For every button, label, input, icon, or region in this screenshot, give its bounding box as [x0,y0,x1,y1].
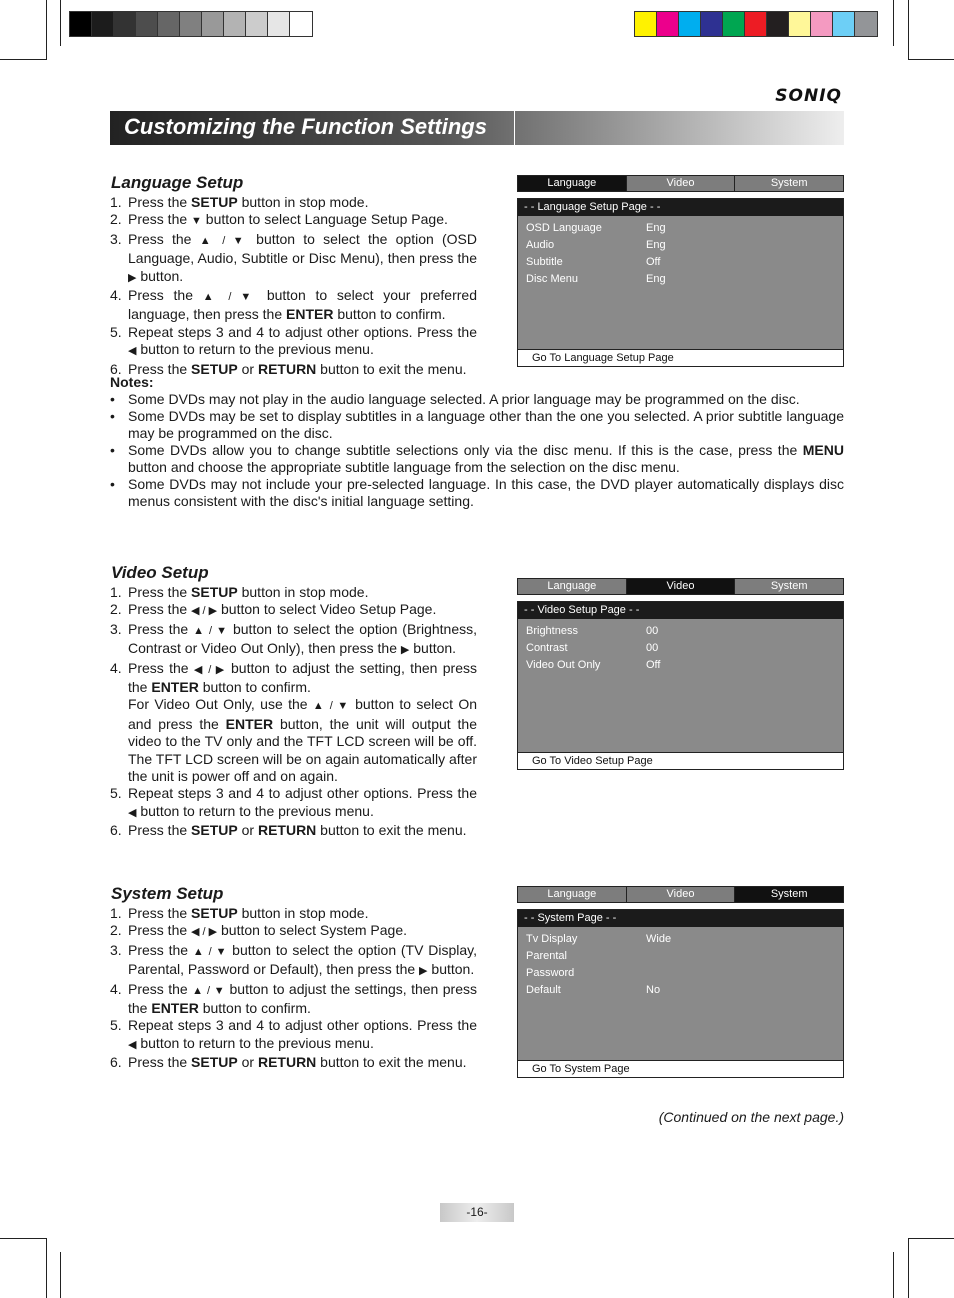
step-number: 2. [110,601,122,618]
step-item [110,287,477,324]
arrow-icon: ▲ / ▼ [199,234,248,247]
step-item [110,785,477,822]
step-number: 1. [110,584,122,600]
crop-mark [893,1252,894,1298]
step-keyword: RETURN [257,1054,317,1071]
menu-option-label: Password [526,967,575,979]
step-text: or [237,822,258,839]
language-setup-heading: Language Setup [111,173,244,192]
color-swatch [657,12,679,36]
crop-mark [0,1238,46,1239]
menu-page-header: - - System Page - - [518,910,843,927]
step-text: Press the [128,194,192,210]
crop-mark [908,1238,954,1239]
step-item [110,981,477,1018]
step-item [110,1054,477,1071]
bullet-icon: • [110,442,115,458]
step-text: button to confirm. [198,679,311,696]
step-item [110,621,477,660]
step-text: button to select Video Setup Page. [217,601,437,618]
step-keyword: SETUP [191,1054,238,1071]
menu-option-value: 00 [646,625,659,637]
step-text: Press the [128,922,192,939]
crop-mark [908,1238,909,1298]
bullet-icon: • [110,408,115,424]
system-steps-list [110,905,477,1072]
grey-swatch [180,12,202,36]
step-text: button in stop mode. [237,584,369,600]
arrow-icon: ◀ [128,345,137,358]
grey-swatch [114,12,136,36]
step-text: Repeat steps 3 and 4 to adjust other options. Press the [128,785,477,802]
menu-tab-video: Video [627,579,736,594]
step-number: 5. [110,323,122,340]
note-item [110,408,844,442]
step-text: or [237,1054,258,1071]
page-number: -16- [440,1203,514,1222]
step-text: Press the [128,601,192,618]
arrow-icon: ▲ / ▼ [202,291,258,304]
menu-option-value: Wide [646,933,672,945]
crop-mark [46,0,47,60]
step-text: button to confirm. [198,1000,311,1017]
step-number: 1. [110,194,122,210]
arrow-icon: ▶ [128,271,137,284]
menu-tab-system: System [770,177,808,189]
note-text: Some DVDs may not play in the audio language selected. A prior language may be programmed on the disc. [128,391,800,407]
step-item [110,905,477,922]
step-text: button to select System Page. [217,922,408,939]
step-item [110,1017,477,1054]
step-number: 5. [110,1017,122,1034]
menu-panel [517,198,844,367]
menu-option-value: Off [646,659,661,671]
step-item [110,601,477,620]
step-number: 1. [110,905,122,921]
arrow-icon: ▶ [400,644,410,657]
step-text: Press the [128,584,192,600]
step-item [110,324,477,361]
menu-option-label: OSD Language [526,222,602,234]
note-text: Some DVDs may be set to display subtitles in a language other than the one you selected. A prior subtitle language may be programmed on the disc. [128,408,844,441]
step-number: 6. [110,360,122,377]
grey-swatch [158,12,180,36]
grey-swatch [202,12,224,36]
page-title-bar [110,111,844,145]
step-text: button. [409,640,457,657]
grey-swatch [290,12,312,36]
step-text: button to return to the previous menu. [136,802,374,819]
grey-swatch [136,12,158,36]
color-swatch [723,12,745,36]
menu-page-header: - - Video Setup Page - - [518,602,843,619]
menu-option-label: Subtitle [526,256,563,268]
bullet-icon: • [110,476,115,492]
step-text: button to select the option (Brightness, Contrast or Video Out Only), then press the [128,620,477,657]
system-setup-menu [517,886,844,1078]
bullet-icon: • [110,391,115,407]
menu-tab-language: Language [518,176,627,191]
video-setup-menu [517,578,844,770]
step-text: Press the [128,905,192,921]
menu-footer: Go To System Page [518,1060,843,1077]
step-item [110,822,477,839]
crop-mark [0,59,46,60]
step-keyword: SETUP [191,905,238,921]
step-text: Repeat steps 3 and 4 to adjust other options. Press the [128,323,477,340]
note-keyword: MENU [802,442,844,458]
menu-tab-system: System [770,580,808,592]
step-text: Press the [128,980,193,997]
step-text: button. [136,267,184,284]
step-text: For Video Out Only, use the [128,696,313,713]
step-text: Press the [128,822,192,839]
arrow-icon: ▲ / ▼ [193,624,229,637]
step-item [110,194,477,211]
arrow-icon: ◀ [128,1038,137,1051]
step-item [110,584,477,601]
menu-option-value: Eng [646,273,666,285]
menu-tab-video: Video [627,176,736,191]
crop-mark [893,0,894,46]
step-text: Repeat steps 3 and 4 to adjust other options. Press the [128,1017,477,1034]
menu-option-label: Video Out Only [526,659,601,671]
note-item [110,391,844,408]
menu-panel [517,601,844,770]
color-swatch [767,12,789,36]
step-text: Press the [128,211,192,228]
color-swatch [811,12,833,36]
menu-option-value: No [646,984,661,996]
step-text: button to exit the menu. [316,822,467,839]
color-swatch [701,12,723,36]
crop-mark [908,59,954,60]
step-number: 2. [110,922,122,939]
menu-footer: Go To Video Setup Page [518,752,843,769]
step-text: Press the [128,659,194,676]
step-text: button to return to the previous menu. [136,341,374,358]
arrow-icon: ▶ [419,965,428,978]
step-text: button to select Language Setup Page. [201,211,448,228]
grey-swatch [268,12,290,36]
color-swatch [635,12,657,36]
step-text: Press the [128,230,200,247]
color-swatch [745,12,767,36]
step-keyword: RETURN [257,360,317,377]
menu-panel [517,909,844,1078]
menu-page-header: - - Language Setup Page - - [518,199,843,216]
step-text: button to select On and press the [128,696,477,732]
step-text: Press the [128,941,193,958]
step-number: 3. [110,230,122,247]
step-text: button to adjust the setting, then press the [128,659,477,696]
menu-body [518,216,843,349]
crop-mark [60,1252,61,1298]
menu-option-label: Audio [526,239,555,251]
menu-tab-video: Video [627,887,736,902]
brand-logo: SONIQ [775,86,842,106]
step-keyword: SETUP [191,584,238,600]
menu-footer: Go To Language Setup Page [518,349,843,366]
step-number: 3. [110,941,122,958]
color-swatch [833,12,855,36]
arrow-icon: ◀ / ▶ [191,605,218,618]
menu-tab-system: System [735,887,843,902]
note-item [110,476,844,510]
page-title: Customizing the Function Settings [124,114,487,139]
menu-option-value: Eng [646,239,666,251]
step-item [110,942,477,981]
step-number: 5. [110,785,122,802]
step-item [110,231,477,287]
arrow-icon: ◀ / ▶ [191,926,218,939]
grey-swatch [70,12,92,36]
step-keyword: ENTER [286,306,334,323]
step-text: button in stop mode. [237,194,369,210]
note-text: Some DVDs may not include your pre-selected language. In this case, the DVD player automatically displays disc menus consistent with the disc's initial language setting. [128,476,844,509]
step-keyword: SETUP [191,194,238,210]
grey-calibration-bar [69,11,313,37]
menu-tabs [517,578,844,595]
step-item [110,211,477,230]
grey-swatch [92,12,114,36]
notes-list [110,391,844,510]
menu-option-label: Parental [526,950,567,962]
menu-option-value: Eng [646,222,666,234]
step-number: 4. [110,980,122,997]
language-setup-menu [517,175,844,367]
arrow-icon: ▼ [191,215,202,228]
step-text: button. [427,961,475,978]
step-keyword: ENTER [151,1000,199,1017]
step-text: button to adjust the settings, then press the [128,980,477,1017]
step-number: 4. [110,659,122,676]
step-number: 6. [110,822,122,839]
menu-tab-language: Language [518,887,627,902]
menu-tab-language: Language [518,579,627,594]
step-text: Press the [128,360,192,377]
crop-mark [60,0,61,46]
color-swatch [679,12,701,36]
notes-block [110,374,844,510]
arrow-icon: ▲ / ▼ [312,700,350,713]
menu-option-label: Brightness [526,625,578,637]
step-text: button, the unit will output the video to the TV only and the TFT LCD screen will be off. The TFT LCD screen will be on again automatically after the unit is power off and on again. [128,715,477,785]
step-text: button to select the option (OSD Language, Audio, Subtitle or Disc Menu), then press the [128,230,477,267]
step-keyword: RETURN [257,822,317,839]
menu-option-value: Off [646,256,661,268]
menu-tabs [517,175,844,192]
step-text: button to select the option (TV Display, Parental, Password or Default), then press the [128,941,477,978]
video-setup-heading: Video Setup [111,563,209,582]
step-keyword: SETUP [191,822,238,839]
step-item [110,922,477,941]
menu-option-label: Disc Menu [526,273,578,285]
arrow-icon: ◀ / ▶ [193,663,226,676]
step-keyword: ENTER [225,715,274,732]
menu-tabs [517,886,844,903]
step-item [110,696,477,785]
step-text: button to exit the menu. [316,1054,467,1071]
arrow-icon: ◀ [128,806,137,819]
step-text: button to confirm. [333,306,446,323]
video-steps-list [110,584,477,840]
step-number: 6. [110,1054,122,1071]
step-text: Press the [128,620,194,637]
system-setup-heading: System Setup [111,884,224,903]
color-swatch [789,12,811,36]
step-keyword: ENTER [151,679,199,696]
menu-option-label: Contrast [526,642,568,654]
color-swatch [855,12,877,36]
title-divider [514,111,515,145]
crop-mark [908,0,909,60]
note-text: Some DVDs allow you to change subtitle selections only via the disc menu. If this is the case, press the [128,442,803,458]
step-text: button in stop mode. [237,905,369,921]
step-text: button to return to the previous menu. [136,1034,374,1051]
menu-body [518,619,843,752]
step-number: 3. [110,620,122,637]
arrow-icon: ▲ / ▼ [192,945,228,958]
menu-option-label: Default [526,984,561,996]
step-text: Press the [128,287,203,304]
grey-swatch [224,12,246,36]
step-keyword: SETUP [191,360,238,377]
step-number: 2. [110,211,122,228]
step-text: button to exit the menu. [316,360,467,377]
step-text: or [237,360,258,377]
menu-body [518,927,843,1060]
grey-swatch [246,12,268,36]
note-item [110,442,844,476]
step-text: Press the [128,1054,192,1071]
crop-mark [46,1238,47,1298]
language-steps-list [110,194,477,378]
step-number: 4. [110,287,122,304]
step-item [110,660,477,697]
notes-heading: Notes: [110,374,154,390]
color-calibration-bar [634,11,878,37]
menu-option-value: 00 [646,642,659,654]
step-text: button to select your preferred language, then press the [128,287,477,323]
continued-note: (Continued on the next page.) [658,1109,844,1125]
arrow-icon: ▲ / ▼ [192,984,226,997]
menu-option-label: Tv Display [526,933,578,945]
note-text: button and choose the appropriate subtitle language from the selection on the disc menu. [128,459,680,475]
